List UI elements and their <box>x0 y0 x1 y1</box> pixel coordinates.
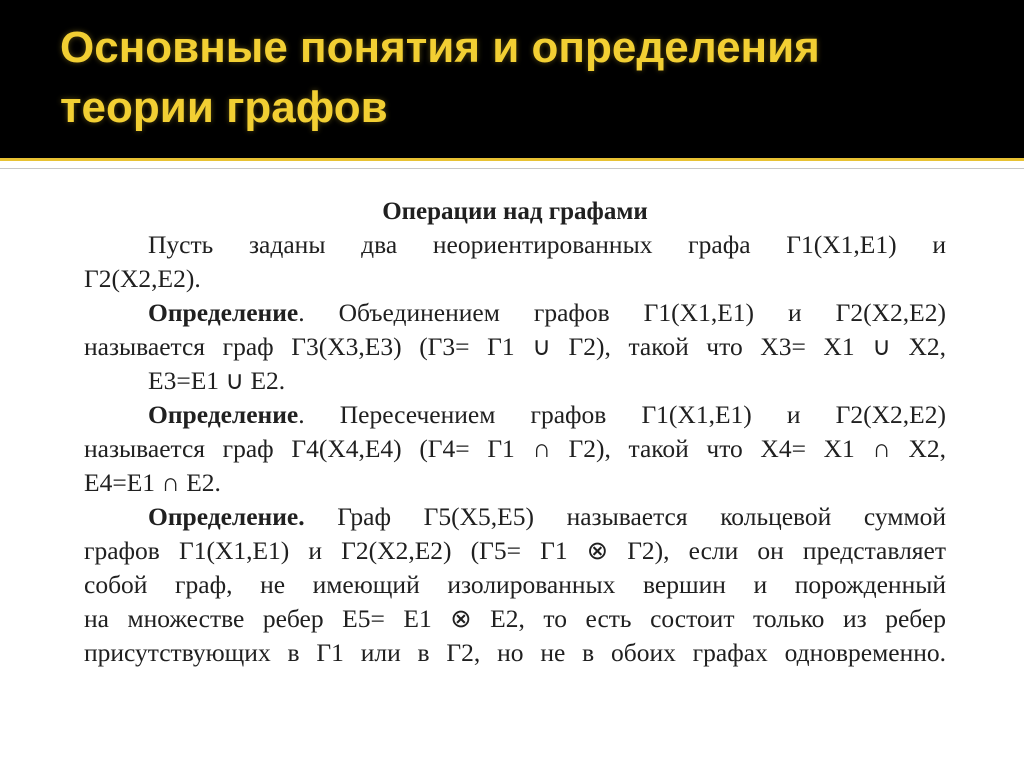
definition-ring-sum-line5: присутствующих в Г1 или в Г2, но не в обоих графах одновременно. <box>84 638 946 667</box>
definition-intersection-line1 <box>84 398 946 432</box>
header-divider <box>0 158 1024 161</box>
definition-intersection-text: . Пересечением графов Г1(X1,E1) и Г2(X2,E2) <box>298 400 946 429</box>
definition-ring-sum-line2: графов Г1(X1,E1) и Г2(X2,E2) (Г5= Г1 ⊗ Г2), если он представляет <box>84 536 946 565</box>
definition-union-line2: называется граф Г3(X3,E3) (Г3= Г1 ∪ Г2), такой что X3= X1 ∪ X2, <box>84 332 946 361</box>
definition-label: Определение <box>148 400 299 429</box>
definition-union-line3: E3=E1 ∪ E2. <box>148 366 286 395</box>
definition-ring-sum-line3: собой граф, не имеющий изолированных вершин и порожденный <box>84 570 946 599</box>
section-heading: Операции над графами <box>382 198 648 225</box>
definition-ring-sum-line4: на множестве ребер E5= E1 ⊗ E2, то есть состоит только из ребер <box>84 604 946 633</box>
content-divider <box>0 168 1024 169</box>
definition-ring-sum-line1 <box>84 500 946 534</box>
definition-label: Определение <box>148 298 299 327</box>
definition-ring-sum-text: Граф Г5(X5,E5) называется кольцевой суммой <box>304 502 946 531</box>
slide-header <box>0 0 1024 160</box>
paragraph-intro-line1: Пусть заданы два неориентированных графа Г1(X1,E1) и <box>148 230 946 259</box>
definition-intersection-line3: E4=E1 ∩ E2. <box>84 468 221 497</box>
definition-union-text: . Объединением графов Г1(X1,E1) и Г2(X2,E2) <box>298 298 946 327</box>
definition-label-dot: Определение. <box>148 502 305 531</box>
document-body <box>84 196 946 670</box>
definition-intersection-line2: называется граф Г4(X4,E4) (Г4= Г1 ∩ Г2), такой что X4= X1 ∩ X2, <box>84 434 946 463</box>
slide-title <box>60 18 1020 138</box>
definition-union-line1 <box>84 296 946 330</box>
paragraph-intro-line2: Г2(X2,E2). <box>84 264 201 293</box>
slide-title-line2: теории графов <box>60 83 388 132</box>
slide-title-line1: Основные понятия и определения <box>60 23 820 72</box>
